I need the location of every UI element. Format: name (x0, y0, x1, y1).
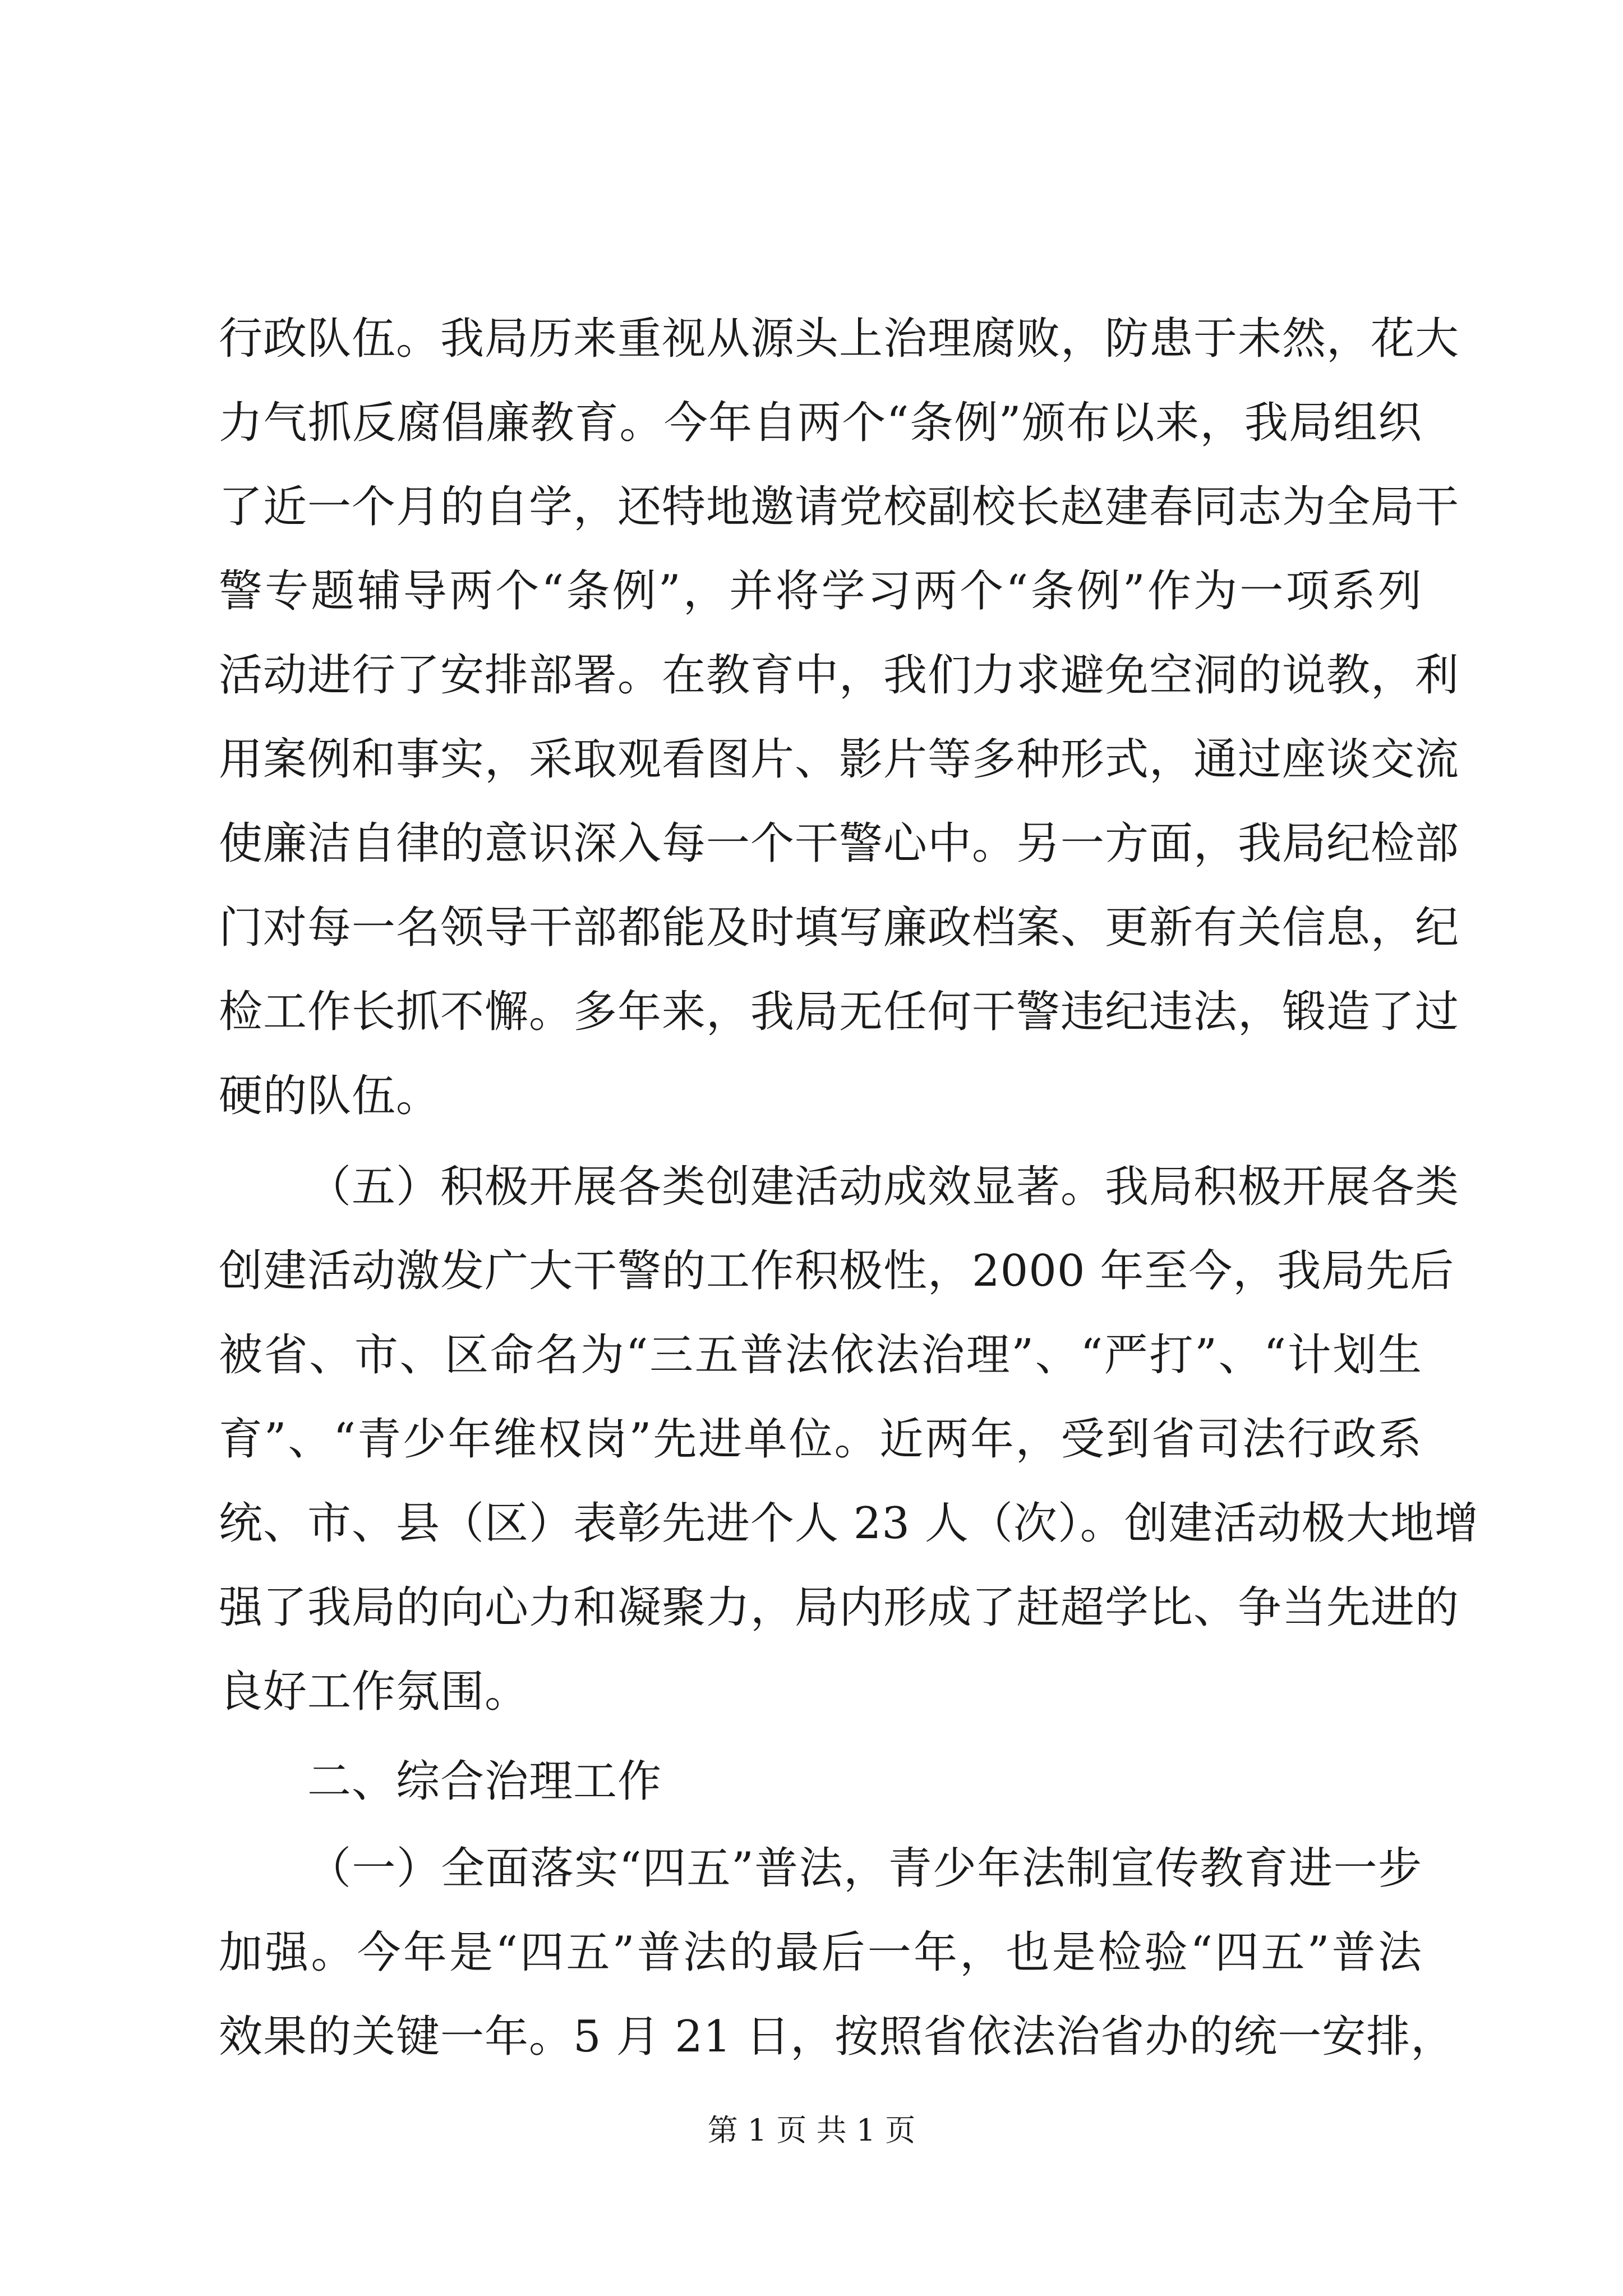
body-line-text: 效果的关键一年。5 月 21 日，按照省依法治省办的统一安排， (219, 2012, 1455, 2062)
body-line (0, 465, 1623, 549)
body-line (0, 633, 1623, 717)
body-line (0, 1826, 1623, 1911)
body-line (0, 1397, 1623, 1481)
body-line (0, 802, 1623, 886)
body-line-text: 力气抓反腐倡廉教育。今年自两个“条例”颁布以来，我局组织 (219, 398, 1422, 448)
body-line-text: 强了我局的向心力和凝聚力，局内形成了赶超学比、争当先进的 (219, 1582, 1460, 1633)
body-line-text: 警专题辅导两个“条例”，并将学习两个“条例”作为一项系列 (219, 566, 1422, 616)
body-line (0, 297, 1623, 381)
body-line-text: （一）全面落实“四五”普法，青少年法制宣传教育进一步 (307, 1843, 1422, 1894)
body-line (0, 1481, 1623, 1566)
body-line-text: 使廉洁自律的意识深入每一个干警心中。另一方面，我局纪检部 (219, 818, 1460, 869)
body-line-text: 被省、市、区命名为“三五普法依法治理”、“严打”、“计划生 (219, 1330, 1422, 1381)
body-line-text: 统、市、县（区）表彰先进个人 23 人（次）。创建活动极大地增 (219, 1498, 1479, 1549)
body-line (0, 1145, 1623, 1229)
body-line (0, 717, 1623, 802)
page-footer (0, 2108, 1623, 2153)
body-line (0, 970, 1623, 1054)
page-number-label: 第 1 页 共 1 页 (707, 2113, 916, 2148)
body-line-text: 检工作长抓不懈。多年来，我局无任何干警违纪违法，锻造了过 (219, 987, 1460, 1037)
body-line (0, 1054, 1623, 1138)
body-line-text: 育”、“青少年维权岗”先进单位。近两年，受到省司法行政系 (219, 1414, 1422, 1465)
body-line-text: （五）积极开展各类创建活动成效显著。我局积极开展各类 (307, 1162, 1460, 1212)
body-line (0, 1313, 1623, 1397)
body-line (0, 1911, 1623, 1995)
body-line-text: 活动进行了安排部署。在教育中，我们力求避免空洞的说教，利 (219, 650, 1460, 701)
body-line (0, 1566, 1623, 1650)
section-heading-text: 二、综合治理工作 (307, 1756, 662, 1807)
body-line-text: 创建活动激发广大干警的工作积极性，2000 年至今，我局先后 (219, 1246, 1455, 1296)
body-line (0, 549, 1623, 633)
body-line-text: 良好工作氛围。 (219, 1667, 529, 1717)
body-line (0, 381, 1623, 465)
body-line-text: 门对每一名领导干部都能及时填写廉政档案、更新有关信息，纪 (219, 903, 1460, 953)
body-line-text: 了近一个月的自学，还特地邀请党校副校长赵建春同志为全局干 (219, 482, 1460, 532)
body-line (0, 1995, 1623, 2079)
body-line-text: 行政队伍。我局历来重视从源头上治理腐败，防患于未然，花大 (219, 314, 1460, 364)
body-line-text: 硬的队伍。 (219, 1071, 441, 1121)
body-line (0, 1650, 1623, 1734)
section-heading (0, 1740, 1623, 1824)
body-line-text: 用案例和事实，采取观看图片、影片等多种形式，通过座谈交流 (219, 734, 1460, 785)
body-line (0, 1229, 1623, 1313)
body-line (0, 886, 1623, 970)
body-line-text: 加强。今年是“四五”普法的最后一年，也是检验“四五”普法 (219, 1927, 1422, 1978)
